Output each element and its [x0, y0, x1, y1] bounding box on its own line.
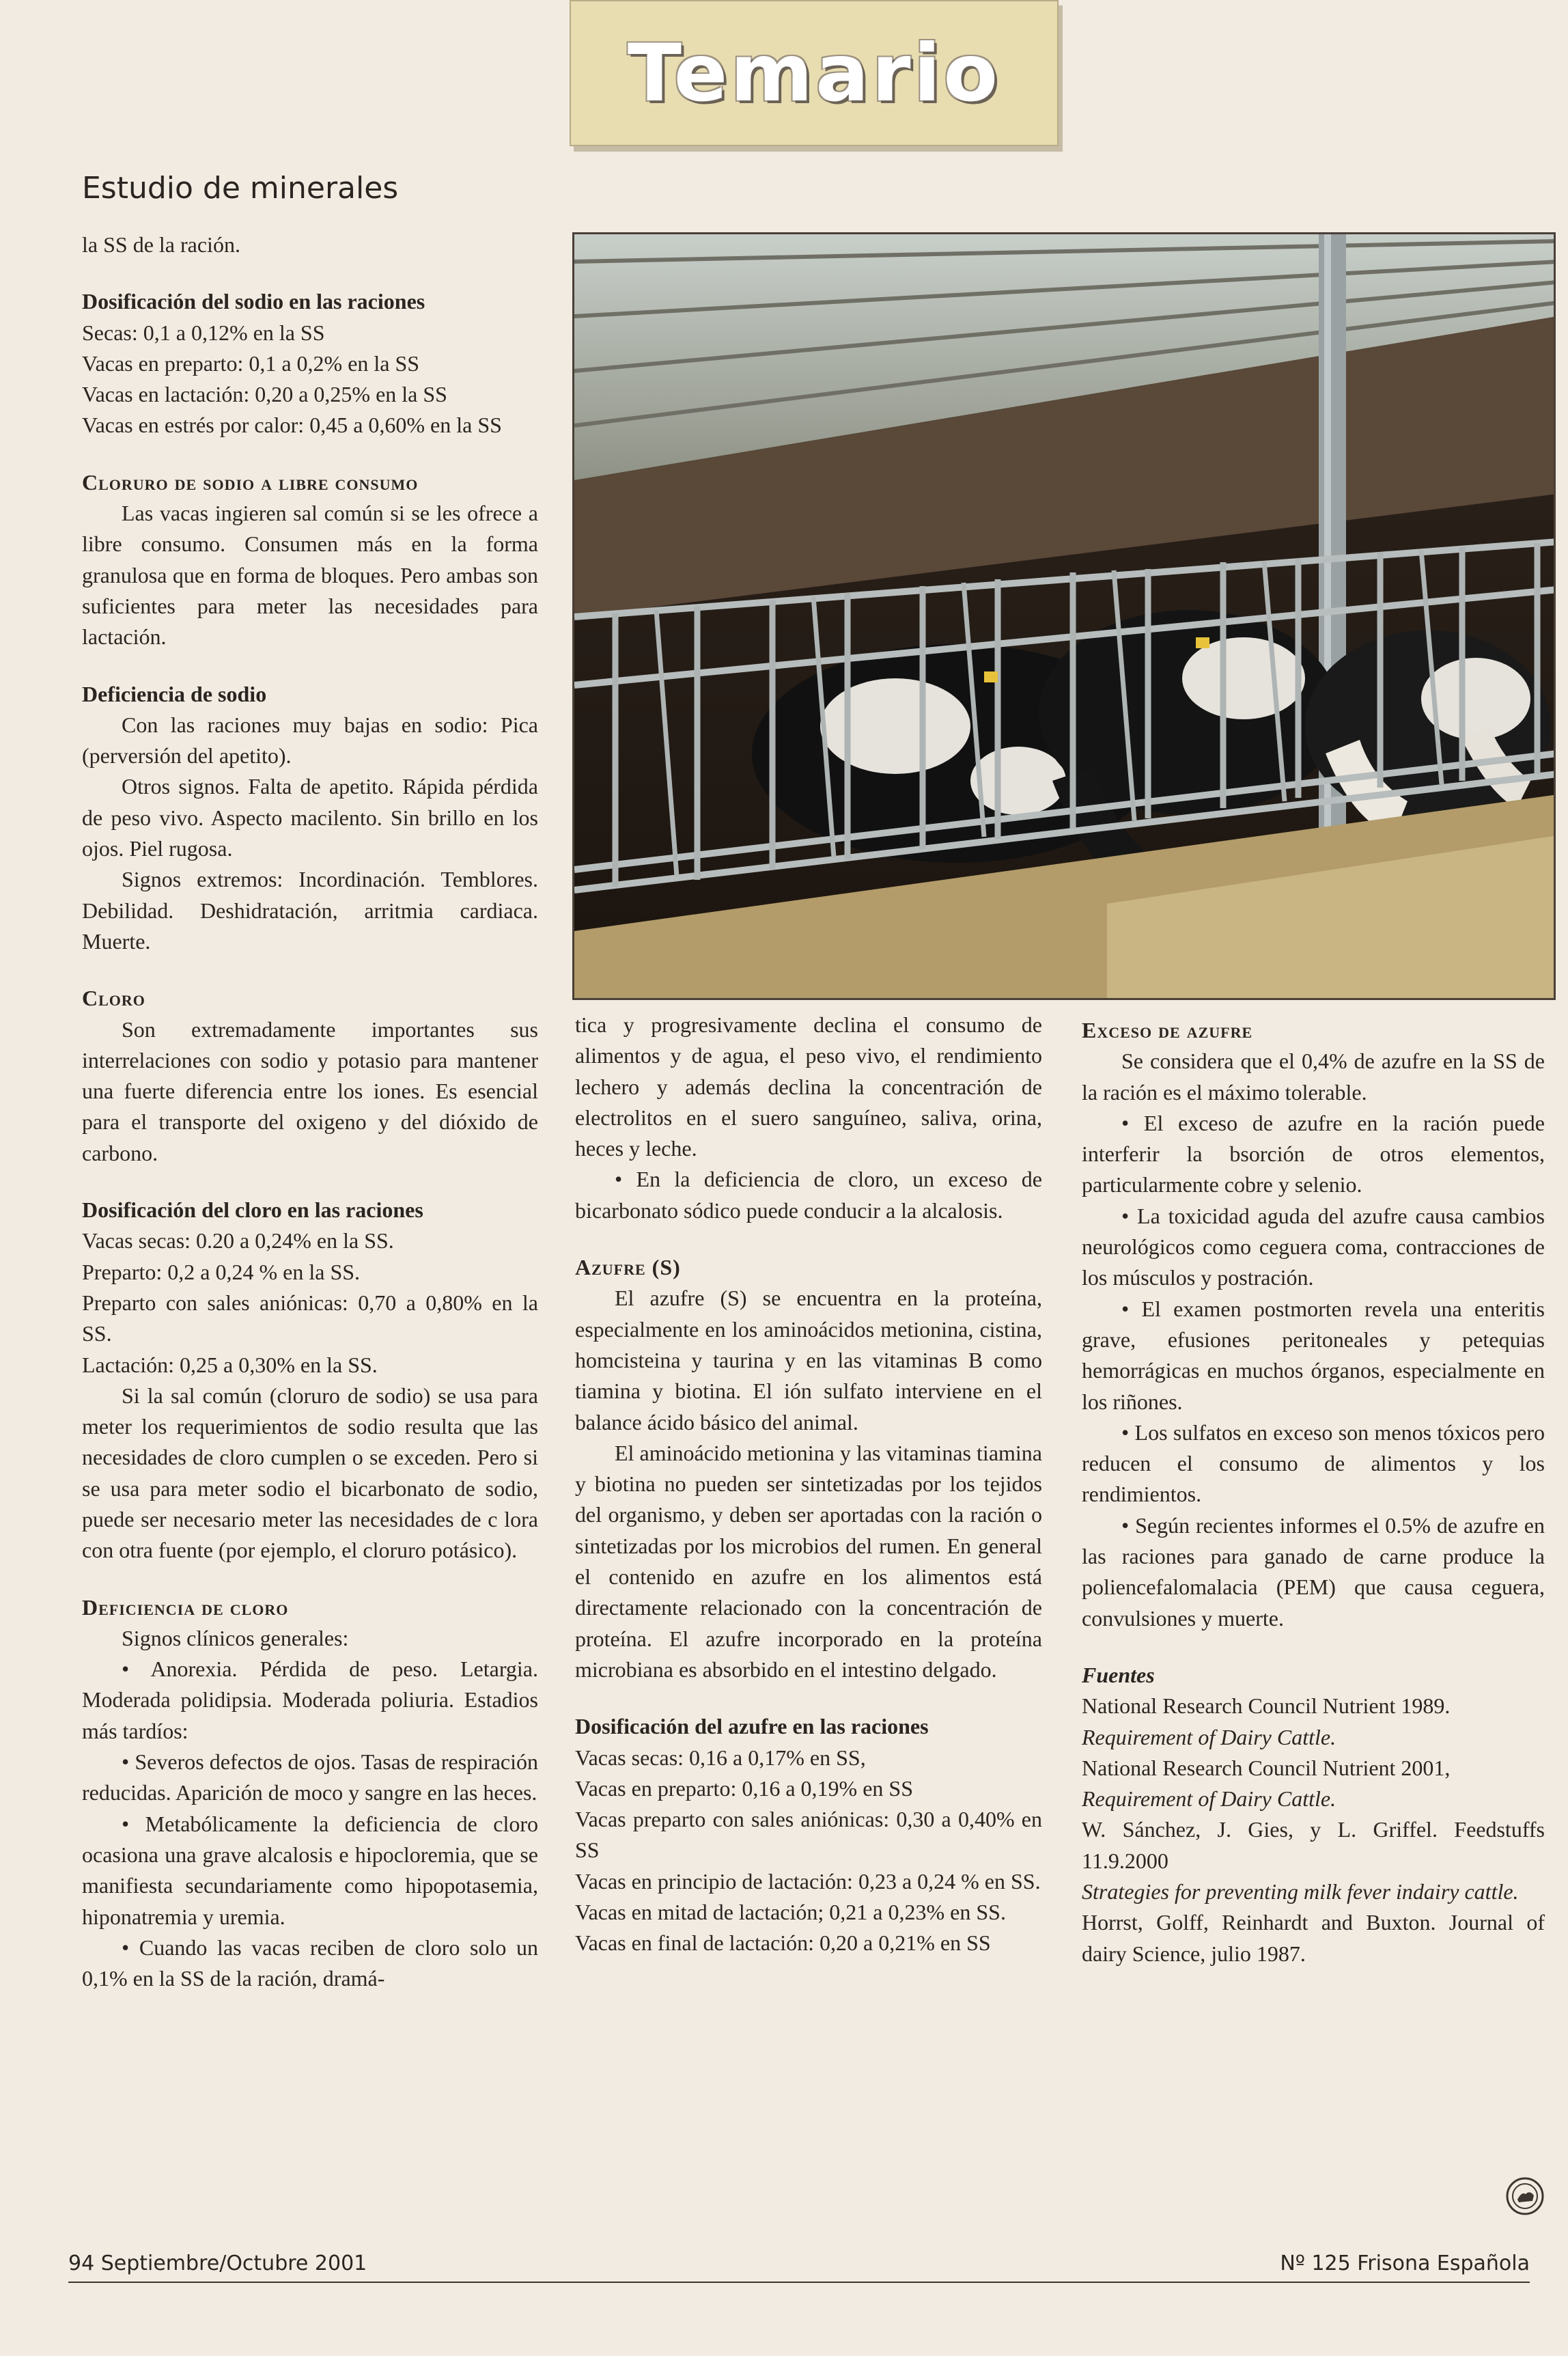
paragraph: • La toxicidad aguda del azufre causa cambios neurológicos como ceguera coma, contracciones de los músculos y postración.: [1082, 1203, 1545, 1290]
cows-feeding-photo: [572, 232, 1556, 1000]
publisher-seal: [1505, 2176, 1545, 2216]
source-reference: Horrst, Golff, Reinhardt and Buxton. Journal of dairy Science, julio 1987.: [1082, 1910, 1545, 1966]
paragraph: Vacas secas: 0.20 a 0,24% en la SS.: [82, 1228, 394, 1253]
source-reference: Strategies for preventing milk fever indairy cattle.: [1082, 1879, 1519, 1904]
source-reference: National Research Council Nutrient 2001,: [1082, 1755, 1451, 1780]
section-heading: Azufre (S): [575, 1255, 681, 1280]
column-1: [82, 230, 538, 1994]
paragraph: Lactación: 0,25 a 0,30% en la SS.: [82, 1352, 378, 1377]
section-heading: Dosificación del azufre en las raciones: [575, 1714, 929, 1739]
paragraph: • Los sulfatos en exceso son menos tóxicos pero reducen el consumo de alimentos y los rendimientos.: [1082, 1419, 1545, 1507]
footer-issue-date: 94 Septiembre/Octubre 2001: [68, 2251, 367, 2275]
paragraph: Vacas en mitad de lactación; 0,21 a 0,23% en SS.: [575, 1900, 1006, 1925]
paragraph: Preparto con sales aniónicas: 0,70 a 0,80% en la SS.: [82, 1290, 538, 1346]
section-heading: Dosificación del sodio en las raciones: [82, 289, 425, 314]
paragraph: Vacas en estrés por calor: 0,45 a 0,60% en la SS: [82, 413, 502, 438]
paragraph: Vacas preparto con sales aniónicas: 0,30 a 0,40% en SS: [575, 1807, 1042, 1863]
column-2: [575, 1010, 1042, 1959]
paragraph: Signos extremos: Incordinación. Temblores. Debilidad. Deshidratación, arritmia cardiaca. Muerte.: [82, 867, 538, 954]
paragraph: Si la sal común (cloruro de sodio) se usa para meter los requerimientos de sodio resulta que las necesidades de cloro cumplen o se exceden. Pero si se usa para meter sodio el bicarbonato de sodio, puede ser necesario meter las necesidades de c lora con otra fuente (por ejemplo, el cloruro potásico).: [82, 1383, 538, 1563]
paragraph: Preparto: 0,2 a 0,24 % en la SS.: [82, 1259, 361, 1284]
paragraph: Vacas en preparto: 0,1 a 0,2% en la SS: [82, 350, 420, 376]
paragraph: • Según recientes informes el 0.5% de azufre en las raciones para ganado de carne produce la poliencefalomalacia (PEM) que causa ceguera, convulsiones y muerte.: [1082, 1512, 1545, 1631]
paragraph: • El exceso de azufre en la ración puede interferir la bsorción de otros elementos, particularmente cobre y selenio.: [1082, 1110, 1545, 1197]
section-heading: Cloro: [82, 986, 145, 1011]
section-heading: Dosificación del cloro en las raciones: [82, 1197, 423, 1223]
section-heading: Exceso de azufre: [1082, 1018, 1253, 1042]
paragraph: • Metabólicamente la deficiencia de cloro ocasiona una grave alcalosis e hipocloremia, que se manifiesta secundariamente como hipopotasemia, hiponatremia y uremia.: [82, 1811, 538, 1929]
paragraph: Vacas en principio de lactación: 0,23 a 0,24 % en SS.: [575, 1868, 1041, 1894]
column-3: [1082, 1015, 1545, 1969]
footer-rule: [68, 2282, 1530, 2283]
sources-heading: Fuentes: [1082, 1662, 1155, 1687]
paragraph: Vacas en final de lactación: 0,20 a 0,21% en SS: [575, 1930, 991, 1956]
section-label: Estudio de minerales: [82, 171, 399, 206]
paragraph: Otros signos. Falta de apetito. Rápida pérdida de peso vivo. Aspecto macilento. Sin brillo en los ojos. Piel rugosa.: [82, 774, 538, 861]
paragraph: Secas: 0,1 a 0,12% en la SS: [82, 320, 325, 345]
source-reference: W. Sánchez, J. Gies, y L. Griffel. Feedstuffs 11.9.2000: [1082, 1817, 1545, 1873]
section-tab: [570, 0, 1059, 146]
footer-magazine-name: Nº 125 Frisona Española: [1280, 2251, 1530, 2275]
paragraph: Vacas secas: 0,16 a 0,17% en SS,: [575, 1745, 866, 1770]
paragraph: Signos clínicos generales:: [122, 1625, 349, 1650]
paragraph: • Cuando las vacas reciben de cloro solo un 0,1% en la SS de la ración, dramá-: [82, 1935, 538, 1991]
paragraph: • Severos defectos de ojos. Tasas de respiración reducidas. Aparición de moco y sangre en las heces.: [82, 1749, 538, 1805]
paragraph: Las vacas ingieren sal común si se les ofrece a libre consumo. Consumen más en la forma granulosa que en forma de bloques. Pero ambas son suficientes para meter las necesidades para lactación.: [82, 501, 538, 650]
paragraph: la SS de la ración.: [82, 232, 240, 257]
paragraph: • El examen postmorten revela una enteritis grave, efusiones peritoneales y petequias hemorrágicas en muchos órganos, especialmente en los riñones.: [1082, 1296, 1545, 1414]
source-reference: National Research Council Nutrient 1989.: [1082, 1693, 1451, 1719]
paragraph: Vacas en lactación: 0,20 a 0,25% en la SS: [82, 382, 447, 407]
section-heading: Cloruro de sodio a libre consumo: [82, 469, 419, 495]
paragraph: • En la deficiencia de cloro, un exceso de bicarbonato sódico puede conducir a la alcalosis.: [575, 1167, 1042, 1223]
paragraph: tica y progresivamente declina el consumo de alimentos y de agua, el peso vivo, el rendimiento lechero y además declina la concentración de electrolitos en el suero sanguíneo, saliva, orina, heces y leche.: [575, 1012, 1042, 1161]
paragraph: El azufre (S) se encuentra en la proteína, especialmente en los aminoácidos metionina, cistina, homcisteina y taurina y en las vitaminas B como tiamina y biotina. El ión sulfato interviene en el balance ácido básico del animal.: [575, 1286, 1042, 1435]
paragraph: Con las raciones muy bajas en sodio: Pica (perversión del apetito).: [82, 712, 538, 768]
paragraph: Vacas en preparto: 0,16 a 0,19% en SS: [575, 1775, 913, 1801]
source-reference: Requirement of Dairy Cattle.: [1082, 1724, 1336, 1749]
section-heading: Deficiencia de cloro: [82, 1594, 289, 1620]
source-reference: Requirement of Dairy Cattle.: [1082, 1786, 1336, 1812]
tab-title: Temario: [627, 27, 1001, 120]
paragraph: • Anorexia. Pérdida de peso. Letargia. Moderada polidipsia. Moderada poliuria. Estadios más tardíos:: [82, 1657, 538, 1743]
section-heading: Deficiencia de sodio: [82, 681, 267, 706]
paragraph: Se considera que el 0,4% de azufre en la SS de la ración es el máximo tolerable.: [1082, 1049, 1545, 1105]
paragraph: Son extremadamente importantes sus interrelaciones con sodio y potasio para mantener una fuerte diferencia entre los iones. Es esencial para el transporte del oxigeno y del dióxido de carbono.: [82, 1016, 538, 1165]
paragraph: El aminoácido metionina y las vitaminas tiamina y biotina no pueden ser sintetizadas por los tejidos del organismo, y deben ser aportadas con la ración o sintetizadas por los microbios del rumen. En general el contenido en azufre en los alimentos está directamente relacionado con la concentración de proteína. El azufre incorporado en la proteína microbiana es absorbido en el intestino delgado.: [575, 1440, 1042, 1682]
